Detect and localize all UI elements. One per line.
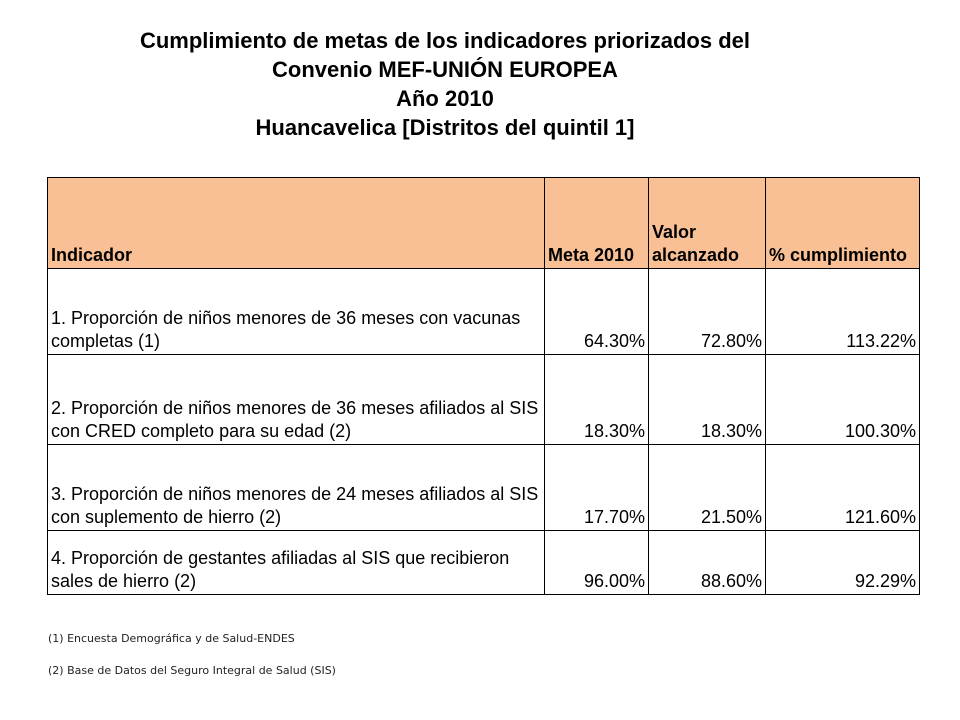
cell-meta: 96.00% xyxy=(545,531,649,595)
table-row xyxy=(48,445,920,531)
cell-valor: 88.60% xyxy=(649,531,766,595)
cell-cumplimiento: 121.60% xyxy=(766,445,920,531)
header-valor: Valor alcanzado xyxy=(649,178,766,269)
cell-cumplimiento: 113.22% xyxy=(766,269,920,355)
table-row xyxy=(48,531,920,595)
title-line-2: Convenio MEF-UNIÓN EUROPEA xyxy=(272,57,618,82)
table-header-row xyxy=(48,178,920,269)
footnote-1: (1) Encuesta Demográfica y de Salud-ENDES xyxy=(48,632,295,645)
cell-indicador: 4. Proporción de gestantes afiliadas al SIS que recibieron sales de hierro (2) xyxy=(48,531,545,595)
indicators-table xyxy=(47,177,920,595)
cell-valor: 72.80% xyxy=(649,269,766,355)
cell-indicador: 2. Proporción de niños menores de 36 meses afiliados al SIS con CRED completo para su edad (2) xyxy=(48,355,545,445)
header-cumplimiento: % cumplimiento xyxy=(766,178,920,269)
footnote-2: (2) Base de Datos del Seguro Integral de Salud (SIS) xyxy=(48,664,336,677)
title-line-1: Cumplimiento de metas de los indicadores priorizados del xyxy=(139,28,751,53)
cell-meta: 64.30% xyxy=(545,269,649,355)
cell-valor: 21.50% xyxy=(649,445,766,531)
cell-indicador: 3. Proporción de niños menores de 24 meses afiliados al SIS con suplemento de hierro (2) xyxy=(48,445,545,531)
header-meta: Meta 2010 xyxy=(545,178,649,269)
title-line-4: Huancavelica [Distritos del quintil 1] xyxy=(255,115,635,140)
header-indicador: Indicador xyxy=(48,178,545,269)
cell-meta: 18.30% xyxy=(545,355,649,445)
title-line-3: Año 2010 xyxy=(396,86,494,111)
cell-cumplimiento: 100.30% xyxy=(766,355,920,445)
page-title xyxy=(0,26,890,142)
cell-cumplimiento: 92.29% xyxy=(766,531,920,595)
cell-valor: 18.30% xyxy=(649,355,766,445)
table-row xyxy=(48,269,920,355)
cell-indicador: 1. Proporción de niños menores de 36 meses con vacunas completas (1) xyxy=(48,269,545,355)
table-row xyxy=(48,355,920,445)
cell-meta: 17.70% xyxy=(545,445,649,531)
